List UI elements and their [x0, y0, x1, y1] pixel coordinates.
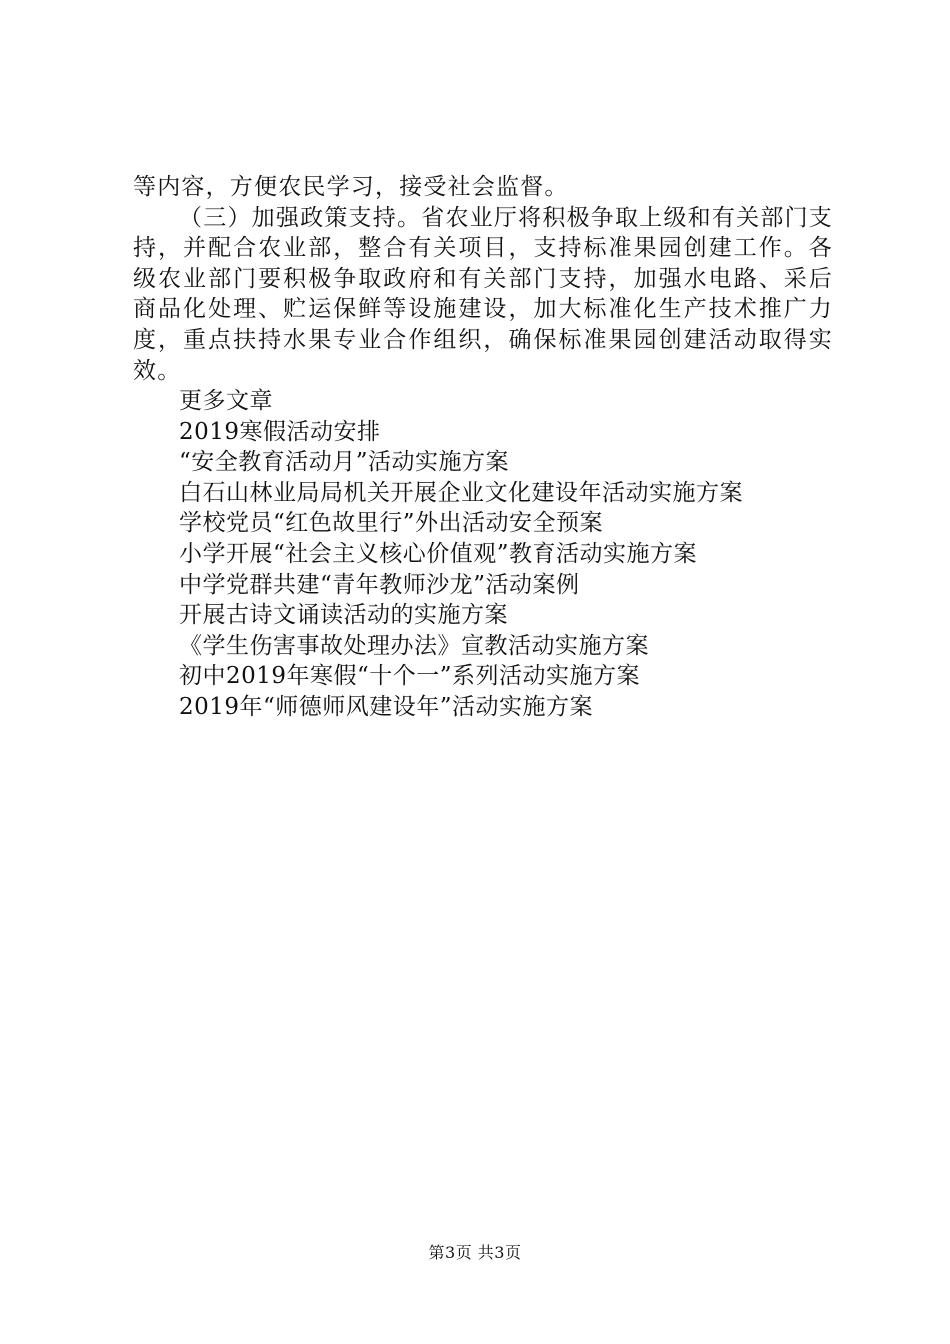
more-article-link[interactable]: 开展古诗文诵读活动的实施方案 — [179, 602, 508, 629]
more-articles-list — [179, 417, 743, 723]
more-article-link[interactable]: 学校党员“红色故里行”外出活动安全预案 — [179, 510, 604, 537]
body-text — [133, 172, 833, 386]
more-articles-title: 更多文章 — [179, 388, 273, 414]
paragraph-continuation: 等内容，方便农民学习，接受社会监督。 — [133, 174, 569, 200]
more-article-link[interactable]: 中学党群共建“青年教师沙龙”活动案例 — [179, 571, 580, 598]
page-footer: 第3页 共3页 — [428, 1243, 522, 1262]
more-article-link[interactable]: “安全教育活动月”活动实施方案 — [179, 449, 510, 476]
more-article-link[interactable]: 《学生伤害事故处理办法》宣教活动实施方案 — [179, 632, 649, 659]
more-article-link[interactable]: 初中2019年寒假“十个一”系列活动实施方案 — [179, 663, 641, 690]
more-article-link[interactable]: 2019寒假活动安排 — [179, 418, 381, 445]
more-article-link[interactable]: 白石山林业局局机关开展企业文化建设年活动实施方案 — [179, 479, 743, 506]
paragraph-policy-support: （三）加强政策支持。省农业厅将积极争取上级和有关部门支持，并配合农业部，整合有关项目，支持标准果园创建工作。各级农业部门要积极争取政府和有关部门支持，加强水电路、采后商品化处理、贮运保鲜等设施建设，加大标准化生产技术推广力度，重点扶持水果专业合作组织，确保标准果园创建活动取得实效。 — [133, 204, 833, 384]
more-article-link[interactable]: 小学开展“社会主义核心价值观”教育活动实施方案 — [179, 540, 698, 567]
more-article-link[interactable]: 2019年“师德师风建设年”活动实施方案 — [179, 693, 594, 720]
